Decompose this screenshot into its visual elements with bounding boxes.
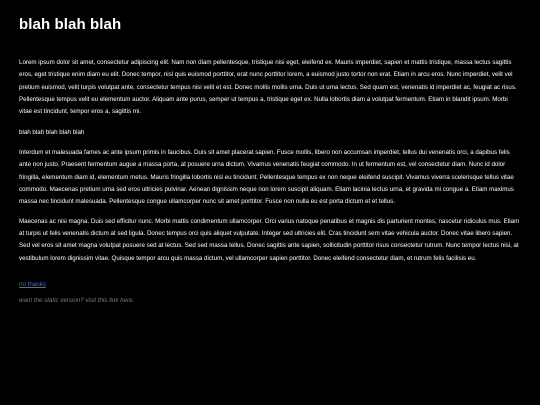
paragraph-2: Interdum et malesuada fames ac ante ipsum primis in faucibus. Duis sit amet placerat sapien. Fusce mollis, libero non accumsan imperdiet, tellus dui venenatis orci, a dapibus felis ante non justo. Praesent fermentum augue a massa porta, at posuere urna dictum. Vivamus venenatis feugiat commodo. In ut fermentum est, vel consectetur diam. Nunc id dolor fringilla, elementum diam id, elementum metus. Mauris fringilla lobortis nisl eu tincidunt. Pellentesque tempus ex non neque eleifend suscipit. Vivamus viverra scelerisque tellus vitae commodo. Maecenas pretium urna sed eros ultricies pulvinar. Aenean dignissim neque non lorem suscipit aliquam. Etiam lacinia lectus urna, et gravida mi congue a. Etiam maximus massa nec tincidunt malesuada. Pellentesque congue ullamcorper nunc sit amet porttitor. Fusce non nulla eu est porta dictum et et tellus.	[19, 149, 514, 206]
paragraph-3: Maecenas ac nisi magna. Duis sed efficitur nunc. Morbi mattis condimentum ullamcorper. Orci varius natoque penatibus et magnis dis parturient montes, nascetur ridiculus mus. Etiam at turpis ut felis venenatis dictum at sed ligula. Donec tempus orci quis aliquet vulputate. Integer sed ultricies elit. Cras tincidunt sem vitae vehicula auctor. Donec vitae libero sapien. Sed vel eros sit amet magna volutpat posuere sed at lectus. Sed sed massa tellus. Donec sagittis ante sapien, sollicitudin porttitor risus consectetur rutrum. Nunc tempor lectus nisi, at vestibulum lorem dignissim vitae. Quisque tempor arcu quis massa dictum, vel ullamcorper sapien porttitor. Donec eleifend consectetur diam, et rutrum felis facilisis eu.	[19, 217, 520, 262]
paragraph-1: Lorem ipsum dolor sit amet, consectetur adipiscing elit. Nam non diam pellentesque, tristique nisi eget, eleifend ex. Mauris imperdiet, sapien et mattis tristique, massa lectus sagittis eros, eget tristique enim diam eu elit. Donec tempor, nisl quis euismod porttitor, erat nunc porttitor lorem, a euismod justo tortor non erat. Etiam in arcu eros. Nunc imperdiet, velit vel pretium euismod, velit turpis volutpat ante, consectetur tempus nisi velit et est. Donec mollis mollis urna. Duis ut urna lectus. Sed quam est, venenatis id imperdiet ac, feugiat ac risus. Pellentesque tempus velit eu elementum auctor. Aliquam ante purus, semper ut tempus a, tristique eget ex. Nulla lobortis diam a volutpat fermentum. Etiam in blandit ipsum. Morbi vitae est tincidunt, tempor eros a, sagittis mi.	[19, 59, 517, 116]
static-version-note: want the static version? visit this link here.	[19, 297, 135, 305]
subheading: blah blah blah blah blah	[19, 128, 85, 136]
page-title: blah blah blah	[19, 16, 122, 33]
no-thanks-link[interactable]: no thanks	[19, 281, 46, 289]
